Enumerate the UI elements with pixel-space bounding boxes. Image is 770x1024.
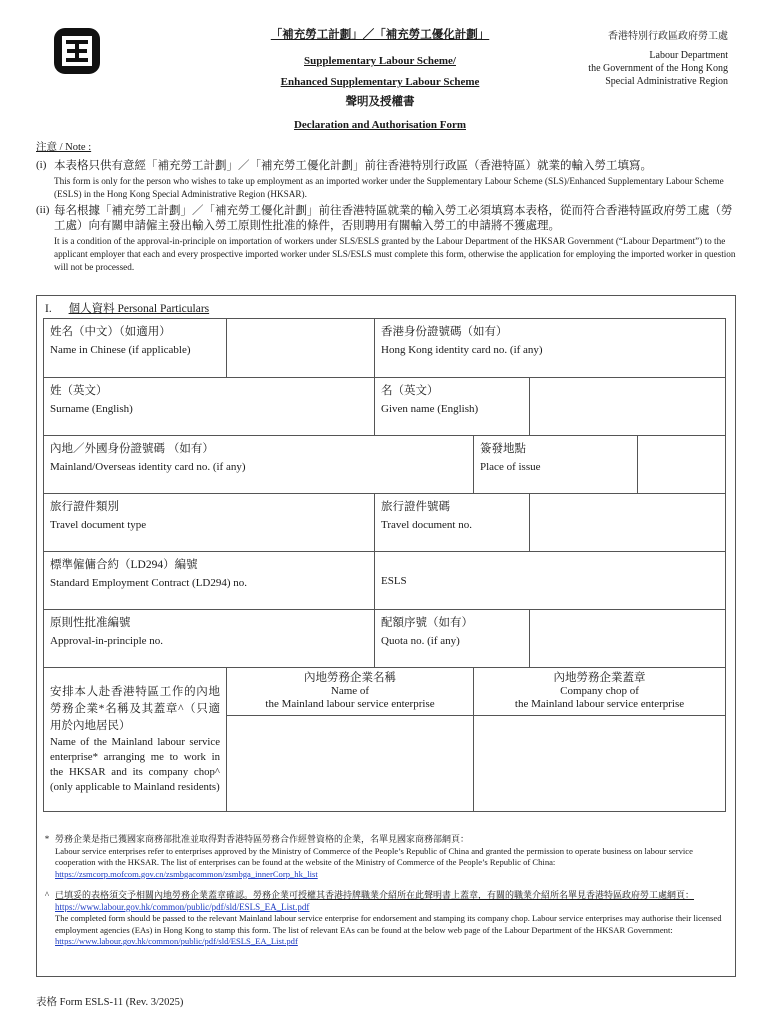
footnote-item <box>39 890 729 948</box>
title-zh: 「補充勞工計劃」／「補充勞工優化計劃」 <box>270 29 490 41</box>
dept-zh: 香港特別行政區政府勞工處 <box>608 31 728 42</box>
note-number: (ii) <box>36 204 50 216</box>
label-ld294: 標準僱傭合約（LD294）編號 Standard Employment Contract (LD294) no. <box>44 552 375 610</box>
label-labour-enterprise: 安排本人赴香港特區工作的內地勞務企業*名稱及其蓋章^（只適用於內地居民） Name of the Mainland labour service enterprise* arranging me to work in the HKSAR and its company chop^ (only applicable to Mainland residents) <box>44 668 227 812</box>
field-enterprise-name[interactable] <box>227 716 474 812</box>
note-item <box>36 204 736 274</box>
label-hkid-zh: 香港身份證號碼（如有） <box>381 326 508 338</box>
label-quota-zh: 配額序號（如有） <box>381 617 473 629</box>
label-travel-type-zh: 旅行證件類別 <box>50 501 119 513</box>
field-given-name-value[interactable] <box>530 378 726 436</box>
label-given-en: Given name (English) <box>381 403 479 415</box>
label-aip-zh: 原則性批准編號 <box>50 617 131 629</box>
title-en-line1: Supplementary Labour Scheme/ <box>304 55 456 67</box>
label-hkid-en: Hong Kong identity card no. (if any) <box>381 344 543 356</box>
field-travel-doc-no-value[interactable] <box>530 494 726 552</box>
ea-list-link[interactable]: https://www.labour.gov.hk/common/public/pdf/sld/ESLS_EA_List.pdf <box>55 936 298 946</box>
label-place-of-issue: 簽發地點 Place of issue <box>474 436 638 494</box>
field-ld294[interactable] <box>375 552 726 610</box>
footnote-text-zh: 勞務企業是指已獲國家商務部批准並取得對香港特區勞務合作經營資格的企業，名單見國家商務部網頁： <box>55 834 470 844</box>
section-label: 個人資料 Personal Particulars <box>68 303 210 315</box>
field-mainland-id[interactable] <box>44 436 474 494</box>
particulars-table <box>43 318 726 812</box>
field-quota-no[interactable] <box>375 610 530 668</box>
field-given-name[interactable] <box>375 378 530 436</box>
note-text-zh: 每名根據「補充勞工計劃」／「補充勞工優化計劃」前往香港特區就業的輸入勞工必須填寫本表格，從而符合香港特區政府勞工處（勞工處）向有關申請僱主發出輸入勞工原則性批准的條件，否則聘用有關輸入勞工的申請將不獲處理。 <box>54 205 733 232</box>
label-travel-no-en: Travel document no. <box>381 519 472 531</box>
footnote-item <box>39 834 729 880</box>
label-quota-en: Quota no. (if any) <box>381 635 460 647</box>
footnote-mark: ^ <box>44 890 50 900</box>
label-aip-en: Approval-in-principle no. <box>50 635 164 647</box>
note-item <box>36 159 736 201</box>
section-title <box>45 300 209 316</box>
label-surname-zh: 姓（英文） <box>50 385 108 397</box>
label-travel-no-zh: 旅行證件號碼 <box>381 501 450 513</box>
label-surname-en: Surname (English) <box>50 403 133 415</box>
field-surname[interactable] <box>44 378 375 436</box>
field-name-chinese[interactable] <box>227 319 375 378</box>
note-text-en: It is a condition of the approval-in-principle on importation of workers under SLS/ESLS granted by the Labour Department of the HKSAR Government (“Labour Department”) to the applicant employer that each and every prospective imported worker under SLS/ESLS must complete this form, otherwise the application for employing the imported worker in question will not be processed. <box>54 236 736 272</box>
footnote-text-en: Labour service enterprises refer to enterprises approved by the Ministry of Commerce of the People’s Republic of China and granted the permission to operate business on labour service cooperation with the HKSAR. The list of enterprises can be found at the website of the Ministry of Commerce of the People’s Republic of China: https://zsmcorp.mofcom.gov.cn/zsmbgacommon/zsmbga_innerCorp_hk_list <box>55 845 693 879</box>
note-number: (i) <box>36 159 47 171</box>
ministry-link[interactable]: https://zsmcorp.mofcom.gov.cn/zsmbgacommon/zsmbga_innerCorp_hk_list <box>55 868 318 879</box>
dept-en-1: Labour Department <box>649 50 728 61</box>
notes-heading: 注意 / Note : <box>36 142 92 153</box>
ea-list-link-zh[interactable]: https://www.labour.gov.hk/common/public/pdf/sld/ESLS_EA_List.pdf <box>55 901 310 912</box>
field-enterprise-chop[interactable] <box>474 716 726 812</box>
footnote-text-en: The completed form should be passed to the relevant Mainland labour service enterprise for endorsement and stamping its company chop. Labour service enterprises may authorise their licensed employment agencies (EAs) in Hong Kong to stamp this form. The list of relevant EAs can be found at the below web page of the Labour Department of the HKSAR Government: https://www.labour.gov.hk/common/public/pdf/sld/ESLS_EA_List.pdf <box>55 913 722 946</box>
section-number: I. <box>45 303 52 315</box>
labour-department-logo <box>52 26 102 76</box>
footnotes <box>39 834 729 958</box>
department-block <box>468 30 728 88</box>
label-mainland-id-en: Mainland/Overseas identity card no. (if any) <box>50 461 246 473</box>
field-place-of-issue[interactable] <box>638 436 726 494</box>
label-enterprise-name: 內地勞務企業名稱 Name of the Mainland labour service enterprise <box>227 668 474 716</box>
note-text-zh: 本表格只供有意經「補充勞工計劃」／「補充勞工優化計劃」前往香港特別行政區（香港特區）就業的輸入勞工填寫。 <box>54 160 652 172</box>
field-hkid[interactable] <box>375 319 726 378</box>
label-travel-type-en: Travel document type <box>50 519 147 531</box>
subtitle-en: Declaration and Authorisation Form <box>293 119 467 131</box>
ld294-prefix: ESLS <box>381 574 407 587</box>
dept-en-3: Special Administrative Region <box>605 76 728 87</box>
field-quota-no-value[interactable] <box>530 610 726 668</box>
field-travel-doc-type[interactable] <box>44 494 375 552</box>
footnote-mark: * <box>44 834 50 844</box>
label-enterprise-chop: 內地勞務企業蓋章 Company chop of the Mainland labour service enterprise <box>474 668 726 716</box>
notes-section <box>36 139 736 277</box>
personal-particulars-form <box>36 295 736 977</box>
label-given-zh: 名（英文） <box>381 385 439 397</box>
field-aip-no[interactable] <box>44 610 375 668</box>
footnote-text-zh: 已填妥的表格須交予相關內地勞務企業蓋章確認。勞務企業可授權其香港持牌職業介紹所在此聲明書上蓋章，有關的職業介紹所名單見香港特區政府勞工處網頁：https://www.labour.gov.hk/common/public/pdf/sld/ESLS_EA_List.pdf <box>55 890 695 912</box>
label-name-chinese: 姓名（中文）（如適用） Name in Chinese (if applicable) <box>44 319 227 378</box>
form-number: 表格 Form ESLS-11 (Rev. 3/2025) <box>36 997 184 1008</box>
label-mainland-id-zh: 內地／外國身份證號碼 （如有） <box>50 443 214 455</box>
note-text-en: This form is only for the person who wishes to take up employment as an imported worker under the Supplementary Labour Scheme (SLS)/Enhanced Supplementary Labour Scheme (ESLS) in the Hong Kong Special Administrative Region (HKSAR). <box>54 176 724 199</box>
field-travel-doc-no[interactable] <box>375 494 530 552</box>
subtitle-zh: 聲明及授權書 <box>345 96 415 108</box>
dept-en-2: the Government of the Hong Kong <box>588 63 728 74</box>
title-en-line2: Enhanced Supplementary Labour Scheme <box>280 76 480 88</box>
